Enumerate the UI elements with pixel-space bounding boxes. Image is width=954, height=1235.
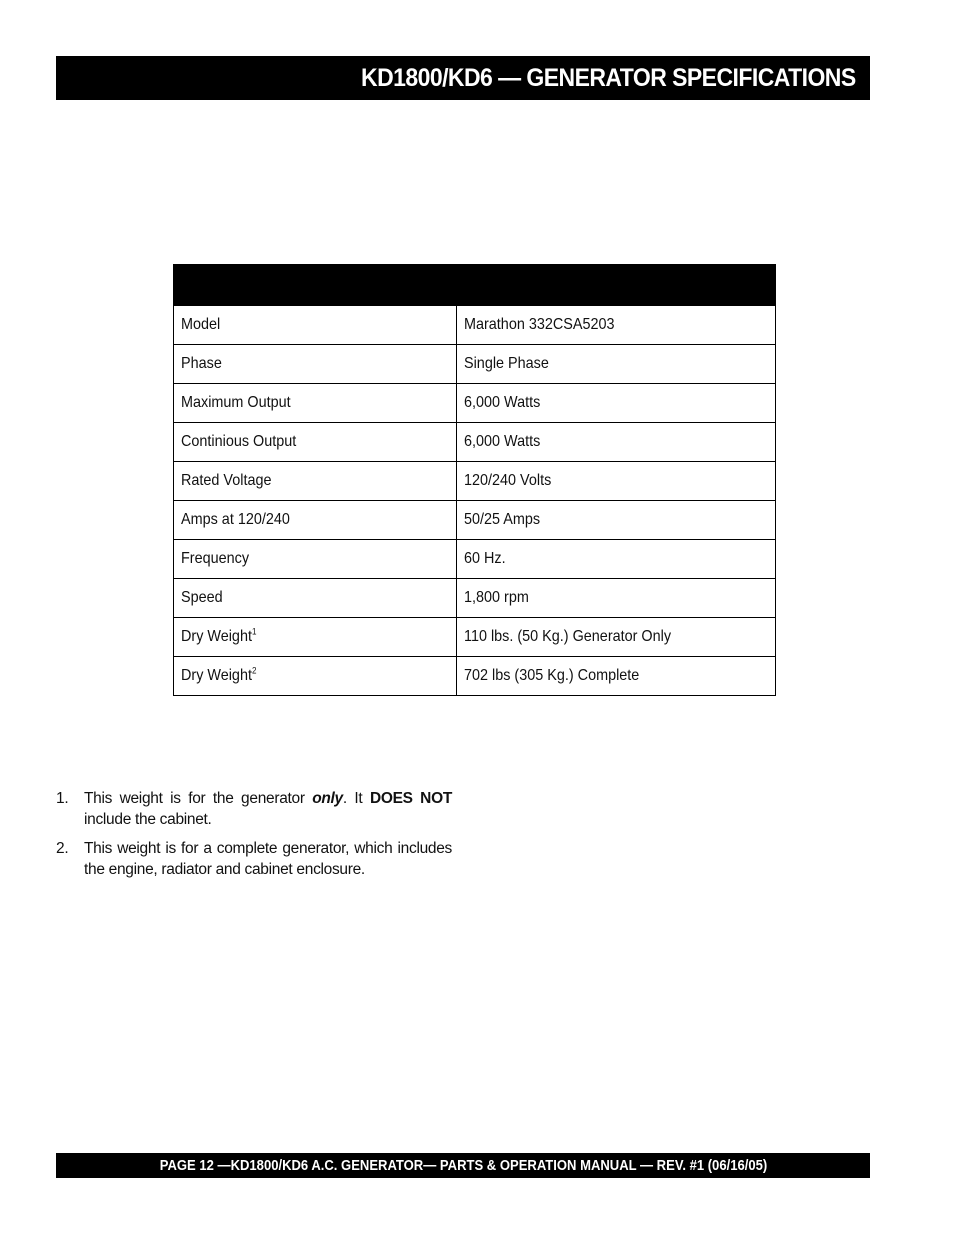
spec-value: 50/25 Amps bbox=[464, 511, 541, 528]
spec-label bbox=[181, 550, 249, 568]
spec-label bbox=[181, 511, 290, 529]
footnote-marker: 1 bbox=[251, 626, 257, 637]
spec-label bbox=[181, 628, 256, 646]
spec-value: 110 lbs. (50 Kg.) Generator Only bbox=[464, 628, 672, 645]
spec-value: Marathon 332CSA5203 bbox=[464, 316, 615, 333]
page-footer-bar bbox=[56, 1153, 870, 1178]
spec-label-cell bbox=[174, 306, 457, 345]
footnotes-list bbox=[56, 788, 452, 888]
table-row bbox=[174, 618, 776, 657]
spec-label-text: Maximum Output bbox=[181, 394, 291, 411]
spec-value-cell bbox=[457, 384, 776, 423]
page-title: KD1800/KD6 — GENERATOR SPECIFICATIONS bbox=[361, 63, 856, 92]
table-body bbox=[174, 306, 776, 696]
table-row bbox=[174, 501, 776, 540]
footnote-number: 1. bbox=[56, 790, 69, 807]
spec-value: 6,000 Watts bbox=[464, 394, 541, 411]
table-row bbox=[174, 657, 776, 696]
footnote-text-before: This weight is for a complete generator, which includes the engine, radiator and cabinet enclosure. bbox=[84, 840, 452, 878]
spec-label-cell bbox=[174, 579, 457, 618]
table-row bbox=[174, 579, 776, 618]
spec-value-cell bbox=[457, 540, 776, 579]
footnote-text bbox=[84, 790, 452, 828]
spec-label-cell bbox=[174, 540, 457, 579]
footnote-text-middle: . It bbox=[342, 790, 370, 807]
table-header-cell bbox=[174, 265, 776, 306]
table-row bbox=[174, 306, 776, 345]
footnote-text bbox=[84, 840, 452, 878]
footnote-marker: 2 bbox=[251, 665, 257, 676]
spec-label-text: Dry Weight bbox=[181, 667, 252, 684]
page-footer-text: PAGE 12 —KD1800/KD6 A.C. GENERATOR— PARTS & OPERATION MANUAL — REV. #1 (06/16/05) bbox=[159, 1157, 767, 1174]
spec-label-text: Rated Voltage bbox=[181, 472, 272, 489]
spec-label bbox=[181, 472, 271, 490]
page-header-bar bbox=[56, 56, 870, 100]
footnote-emphasis: only bbox=[312, 790, 343, 807]
spec-value: 6,000 Watts bbox=[464, 433, 541, 450]
table-row bbox=[174, 540, 776, 579]
spec-label bbox=[181, 667, 256, 685]
spec-label-text: Amps at 120/240 bbox=[181, 511, 290, 528]
spec-value: Single Phase bbox=[464, 355, 549, 372]
table-row bbox=[174, 384, 776, 423]
spec-label-text: Frequency bbox=[181, 550, 250, 567]
spec-label-text: Speed bbox=[181, 589, 223, 606]
table-header-row bbox=[174, 265, 776, 306]
spec-value-cell bbox=[457, 345, 776, 384]
spec-label-cell bbox=[174, 345, 457, 384]
generator-specifications-table bbox=[173, 264, 776, 696]
spec-label-text: Phase bbox=[181, 355, 222, 372]
spec-label bbox=[181, 433, 296, 451]
footnote-strong: DOES NOT bbox=[369, 790, 452, 807]
table-row bbox=[174, 462, 776, 501]
footnote-text-after: include the cabinet. bbox=[84, 811, 212, 828]
spec-label bbox=[181, 316, 220, 334]
footnote-number: 2. bbox=[56, 840, 69, 857]
footnote-item bbox=[56, 838, 452, 880]
spec-label bbox=[181, 355, 222, 373]
spec-label-cell bbox=[174, 384, 457, 423]
spec-label-cell bbox=[174, 618, 457, 657]
spec-value-cell bbox=[457, 579, 776, 618]
spec-value: 60 Hz. bbox=[464, 550, 506, 567]
spec-value: 120/240 Volts bbox=[464, 472, 552, 489]
footnote-text-before: This weight is for the generator bbox=[84, 790, 313, 807]
spec-label-cell bbox=[174, 501, 457, 540]
spec-label-text: Dry Weight bbox=[181, 628, 252, 645]
spec-label-text: Model bbox=[181, 316, 221, 333]
spec-value-cell bbox=[457, 306, 776, 345]
spec-label-cell bbox=[174, 423, 457, 462]
spec-value-cell bbox=[457, 618, 776, 657]
spec-label-cell bbox=[174, 657, 457, 696]
spec-value: 702 lbs (305 Kg.) Complete bbox=[464, 667, 640, 684]
spec-value-cell bbox=[457, 423, 776, 462]
spec-label-text: Continious Output bbox=[181, 433, 297, 450]
table-row bbox=[174, 345, 776, 384]
footnote-item bbox=[56, 788, 452, 830]
spec-value: 1,800 rpm bbox=[464, 589, 529, 606]
spec-value-cell bbox=[457, 462, 776, 501]
spec-label bbox=[181, 394, 291, 412]
spec-value-cell bbox=[457, 501, 776, 540]
spec-value-cell bbox=[457, 657, 776, 696]
spec-label bbox=[181, 589, 223, 607]
table-row bbox=[174, 423, 776, 462]
spec-label-cell bbox=[174, 462, 457, 501]
